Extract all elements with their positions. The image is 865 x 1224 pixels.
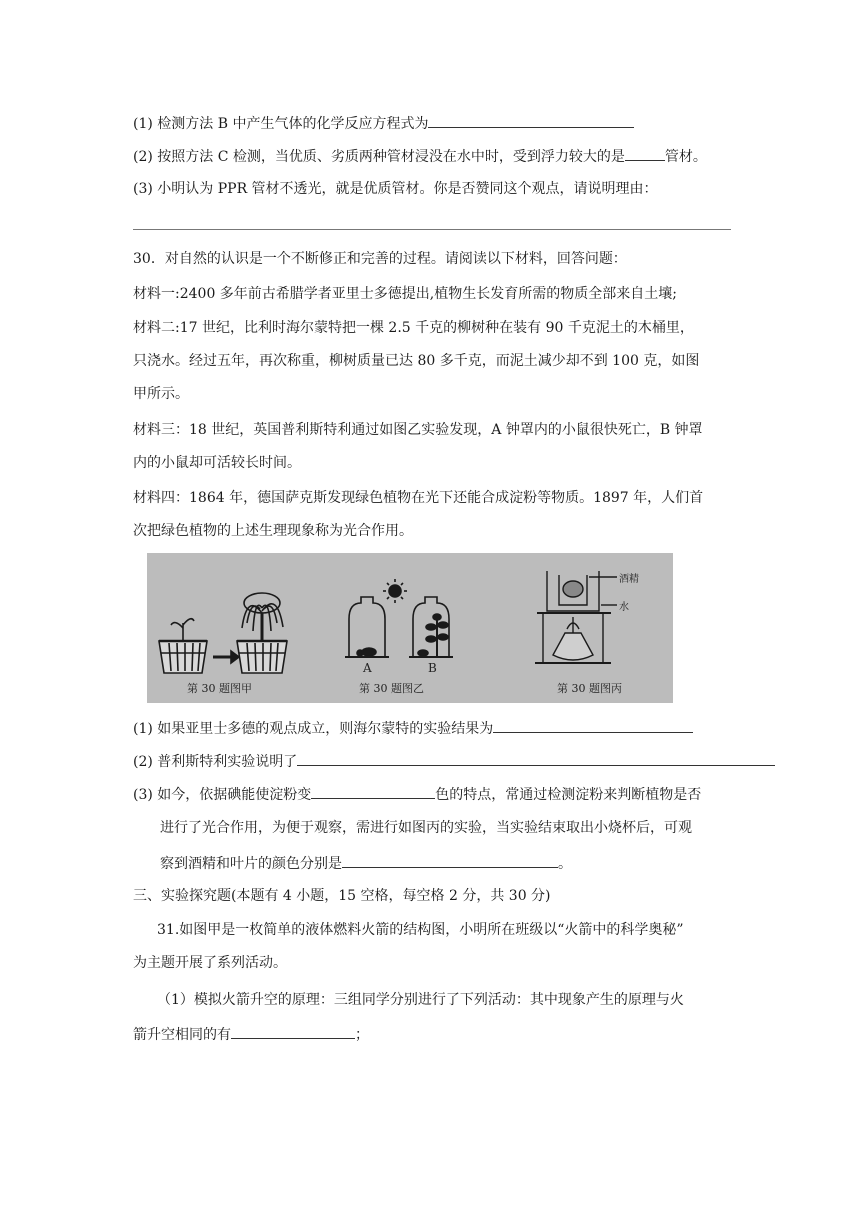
q30-material-3-line2: 内的小鼠却可活较长时间。 xyxy=(133,455,301,471)
q30-sub1 xyxy=(133,718,693,739)
q30-sub1-text: (1) 如果亚里士多德的观点成立，则海尔蒙特的实验结果为 xyxy=(133,721,494,737)
q29-sub1 xyxy=(133,113,634,134)
answer-blank[interactable] xyxy=(311,784,435,799)
q30-sub2-text: (2) 普利斯特利实验说明了 xyxy=(133,754,298,770)
figure-bing xyxy=(535,571,617,663)
figure-bing-caption: 第 30 题图丙 xyxy=(557,682,622,695)
q31-sub1-line2 xyxy=(133,1024,369,1045)
q30-sub2 xyxy=(133,751,775,772)
q30-material-2-line3: 甲所示。 xyxy=(133,386,189,402)
answer-blank[interactable] xyxy=(342,853,558,868)
figure-yi xyxy=(345,579,453,657)
q31-sub1-text: 箭升空相同的有 xyxy=(133,1027,231,1043)
q30-sub3-line1 xyxy=(133,784,701,805)
q30-material-2-line2: 只浇水。经过五年，再次称重，柳树质量已达 80 多千克，而泥土减少却不到 100 克，如图 xyxy=(133,353,700,369)
q30-sub3-text: (3) 如今，依据碘能使淀粉变 xyxy=(133,787,312,803)
q30-sub3-text-cont: 色的特点，常通过检测淀粉来判断植物是否 xyxy=(435,787,702,803)
q30-figure xyxy=(147,553,673,703)
section-3-heading: 三、实验探究题(本题有 4 小题，15 空格，每空格 2 分，共 30 分) xyxy=(133,888,551,904)
jar-b-label: B xyxy=(428,661,437,675)
q30-sub3-period: 。 xyxy=(558,856,572,872)
q30-sub3-text-line3: 察到酒精和叶片的颜色分别是 xyxy=(160,856,342,872)
q30-material-4-line1: 材料四：1864 年，德国萨克斯发现绿色植物在光下还能合成淀粉等物质。1897 年，人们首 xyxy=(133,490,704,506)
answer-blank[interactable] xyxy=(231,1024,355,1039)
figure-jia xyxy=(159,593,287,673)
q30-material-2-line1: 材料二:17 世纪，比利时海尔蒙特把一棵 2.5 千克的柳树种在装有 90 千克泥土的木桶里， xyxy=(133,320,694,336)
q29-sub2-tail: 管材。 xyxy=(664,149,707,165)
q31-line1: 31.如图甲是一枚简单的液体燃料火箭的结构图，小明所在班级以“火箭中的科学奥秘” xyxy=(157,922,684,938)
q29-sub3-text: (3) 小明认为 PPR 管材不透光，就是优质管材。你是否赞同这个观点，请说明理由： xyxy=(133,181,658,197)
q29-sub1-text: (1) 检测方法 B 中产生气体的化学反应方程式为 xyxy=(133,116,429,132)
q30-material-4-line2: 次把绿色植物的上述生理现象称为光合作用。 xyxy=(133,523,413,539)
jar-a-label: A xyxy=(363,661,372,675)
water-label: 水 xyxy=(619,602,629,613)
answer-blank[interactable] xyxy=(625,146,665,161)
answer-line[interactable] xyxy=(133,229,731,230)
q29-sub2 xyxy=(133,146,707,167)
q31-sub1-semicolon: ； xyxy=(355,1027,369,1043)
q29-sub3 xyxy=(133,179,658,199)
q30-sub3-line2: 进行了光合作用，为便于观察，需进行如图丙的实验，当实验结束取出小烧杯后，可观 xyxy=(160,820,692,836)
figure-yi-caption: 第 30 题图乙 xyxy=(359,682,424,695)
q31-line2: 为主题开展了系列活动。 xyxy=(133,955,287,971)
figure-jia-caption: 第 30 题图甲 xyxy=(187,682,252,695)
q30-material-3-line1: 材料三：18 世纪，英国普利斯特利通过如图乙实验发现，A 钟罩内的小鼠很快死亡，B 钟罩 xyxy=(133,422,703,438)
q29-sub2-text: (2) 按照方法 C 检测，当优质、劣质两种管材浸没在水中时，受到浮力较大的是 xyxy=(133,149,625,165)
answer-blank[interactable] xyxy=(428,113,634,128)
q30-material-1: 材料一:2400 多年前古希腊学者亚里士多德提出,植物生长发育所需的物质全部来自土壤; xyxy=(133,286,677,302)
answer-blank[interactable] xyxy=(297,751,775,766)
alcohol-label: 酒精 xyxy=(619,574,639,585)
answer-blank[interactable] xyxy=(493,718,693,733)
q30-sub3-line3 xyxy=(160,853,572,874)
q31-sub1-line1: （1）模拟火箭升空的原理：三组同学分别进行了下列活动：其中现象产生的原理与火 xyxy=(157,992,684,1008)
q30-stem: 30．对自然的认识是一个不断修正和完善的过程。请阅读以下材料，回答问题： xyxy=(133,251,627,267)
